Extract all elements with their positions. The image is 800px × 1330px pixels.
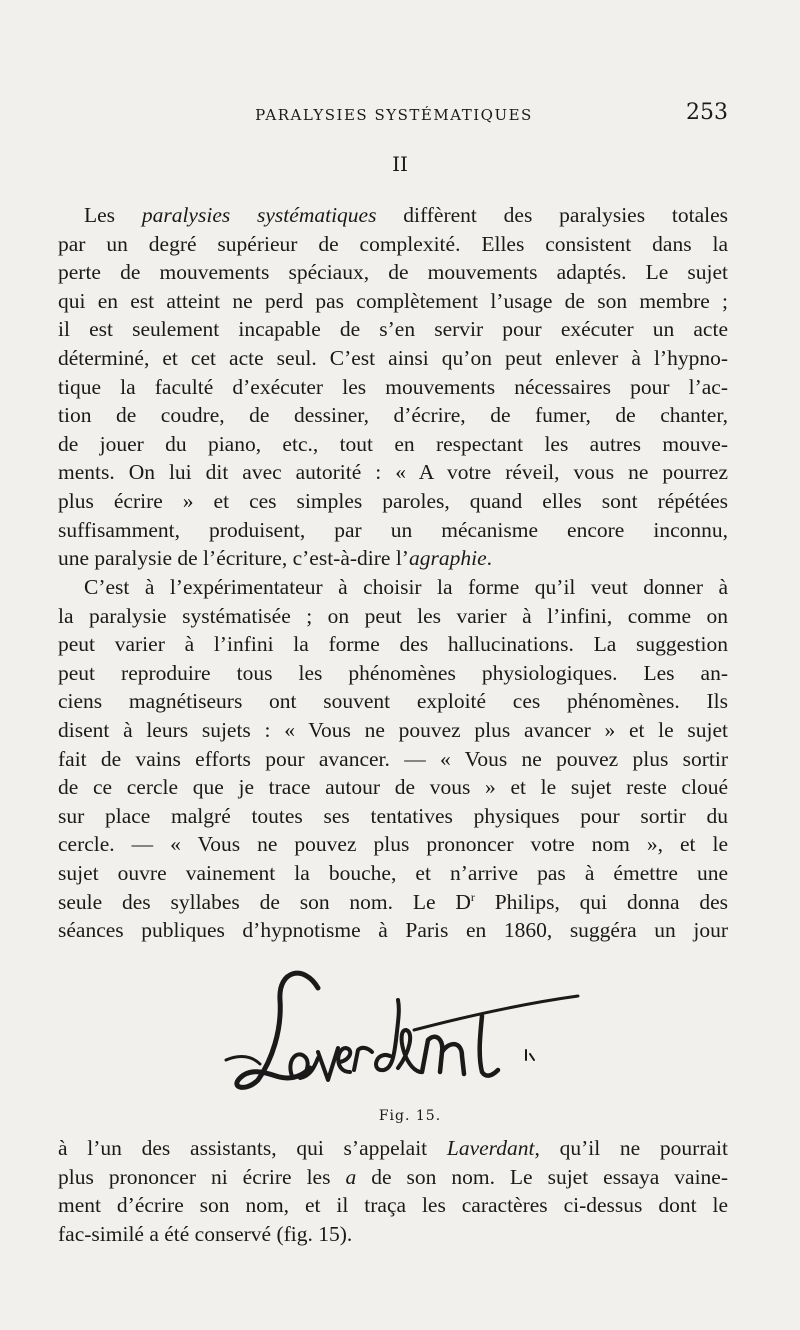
text-line: une paralysie de l’écriture, c’est-à-dire l’agraphie. [58,546,492,571]
figure-caption: Fig. 15. [378,1108,442,1124]
text-line: déterminé, et cet acte seul. C’est ainsi qu’on peut enlever à l’hypno- [58,345,728,370]
text-line: par un degré supérieur de complexité. Elles consistent dans la [58,231,728,256]
text-line: de jouer du piano, etc., tout en respectant les autres mouve- [58,431,728,456]
running-head [60,100,728,130]
text-line: ments. On lui dit avec autorité : « A votre réveil, vous ne pourrez [58,460,728,485]
text-line: cercle. — « Vous ne pouvez plus prononcer votre nom », et le [58,832,728,857]
text-line: la paralysie systématisée ; on peut les varier à l’infini, comme on [58,603,728,628]
text-line: à l’un des assistants, qui s’appelait Laverdant, qu’il ne pourrait [58,1136,728,1160]
text-line: sur place malgré toutes ses tentatives physiques pour sortir du [58,803,728,828]
text-line: séances publiques d’hypnotisme à Paris en 1860, suggéra un jour [58,918,728,943]
signature-figure [200,960,600,1105]
section-heading: II [392,152,408,176]
text-line: tique la faculté d’exécuter les mouvements nécessaires pour l’ac- [58,374,728,399]
running-title: PARALYSIES SYSTÉMATIQUES [255,106,533,124]
text-line: perte de mouvements spéciaux, de mouvements adaptés. Le sujet [58,260,728,285]
text-line: peut varier à l’infini la forme des hallucinations. La suggestion [58,632,728,657]
text-line: C’est à l’expérimentateur à choisir la forme qu’il veut donner à [84,575,728,599]
text-line: peut reproduire tous les phénomènes physiologiques. Les an- [58,660,728,685]
text-line: de ce cercle que je trace autour de vous » et le sujet reste cloué [58,775,728,800]
text-line: il est seulement incapable de s’en servir pour exécuter un acte [58,317,728,342]
text-line: disent à leurs sujets : « Vous ne pouvez plus avancer » et le sujet [58,717,728,742]
text-line: fac-similé a été conservé (fig. 15). [58,1221,353,1246]
page-number: 253 [686,100,728,125]
text-line: plus écrire » et ces simples paroles, quand elles sont répétées [58,488,728,513]
paragraph-1 [58,201,728,573]
text-line: seule des syllabes de son nom. Le $D^r$ Philips, qui donna des [58,889,729,914]
text-line: Les paralysies systématiques diffèrent des paralysies totales [84,203,729,227]
text-line: qui en est atteint ne perd pas complètement l’usage de son membre ; [58,288,728,313]
text-line: fait de vains efforts pour avancer. — « Vous ne pouvez plus sortir [58,746,728,771]
paragraph-3 [58,1134,728,1248]
text-line: tion de coudre, de dessiner, d’écrire, de fumer, de chanter, [58,403,728,428]
text-line: ciens magnétiseurs ont souvent exploité ces phénomènes. Ils [58,689,728,714]
text-line: plus prononcer ni écrire les a de son nom. Le sujet essaya vaine- [58,1164,728,1189]
text-line: ment d’écrire son nom, et il traça les caractères ci-dessus dont le [58,1193,728,1218]
text-line: suffisamment, produisent, par un mécanisme encore inconnu, [58,517,728,542]
paragraph-2 [58,573,728,945]
text-line: sujet ouvre vainement la bouche, et n’arrive pas à émettre une [58,860,728,885]
